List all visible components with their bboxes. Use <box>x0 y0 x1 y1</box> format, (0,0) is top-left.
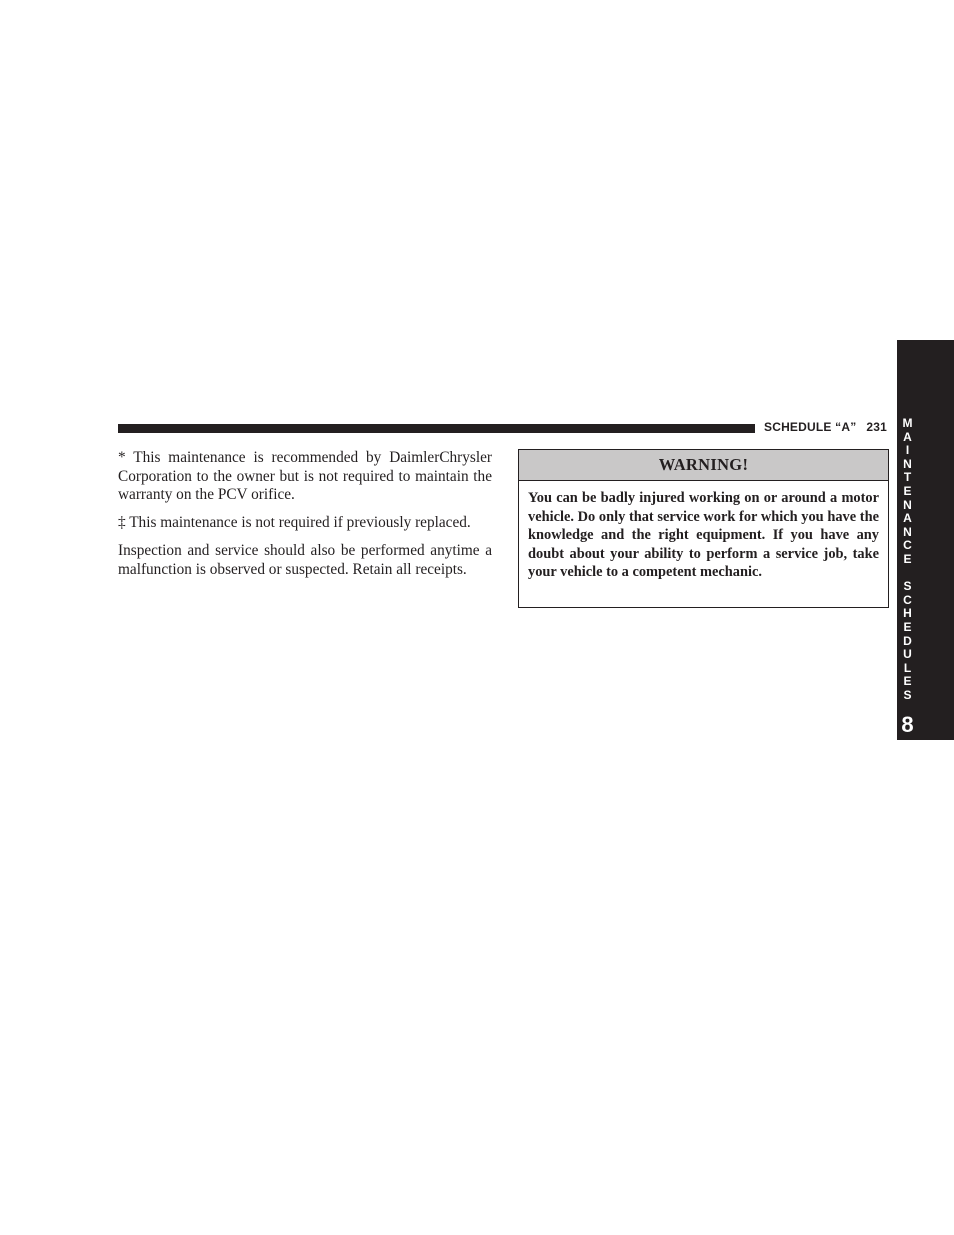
warning-body: You can be badly injured working on or around a motor vehicle. Do only that service work for which you have the knowledge and the right equipment. If you have any doubt about your ability to perform a service job, take your vehicle to a competent mechanic. <box>528 490 879 581</box>
running-header <box>764 420 887 434</box>
side-tab-letter: C <box>903 592 912 607</box>
side-tab-word-schedules <box>898 580 917 702</box>
side-tab-letter: E <box>903 674 912 689</box>
side-tab-letter: S <box>903 579 912 594</box>
side-tab-label <box>898 417 917 702</box>
page-number: 231 <box>866 420 888 434</box>
side-tab-letter: T <box>903 470 912 485</box>
warning-title: WARNING! <box>519 450 888 481</box>
side-tab-letter: I <box>905 443 910 458</box>
header-rule <box>118 424 755 433</box>
side-tab-letter: S <box>903 687 912 702</box>
side-tab-letter: E <box>903 483 912 498</box>
side-tab-letter: E <box>903 619 912 634</box>
side-tab-letter: L <box>903 660 912 675</box>
side-tab-letter: E <box>903 551 912 566</box>
side-tab-letter: A <box>903 511 912 526</box>
left-column <box>118 449 492 589</box>
side-tab-letter: U <box>903 647 912 662</box>
side-tab-word-maintenance <box>898 417 917 567</box>
section-title: SCHEDULE “A” <box>764 420 857 434</box>
side-tab-spacer <box>898 567 917 581</box>
side-tab-letter: M <box>902 416 913 430</box>
chapter-number: 8 <box>901 712 914 737</box>
side-tab-letter: N <box>903 497 912 512</box>
side-tab-letter: N <box>903 456 912 471</box>
side-tab-letter: H <box>903 606 912 621</box>
warning-box <box>518 449 889 608</box>
side-tab-letter: A <box>903 429 912 444</box>
side-tab-letter: N <box>903 524 912 539</box>
inspection-paragraph: Inspection and service should also be performed anytime a malfunction is observed or suspected. Retain all receipts. <box>118 542 492 578</box>
side-tab-letter: D <box>903 633 912 648</box>
footnote-pcv: * This maintenance is recommended by DaimlerChrysler Corporation to the owner but is not required to maintain the warranty on the PCV orifice. <box>118 449 492 504</box>
side-tab-letter: C <box>903 538 912 553</box>
footnote-replaced: ‡ This maintenance is not required if previously replaced. <box>118 514 471 532</box>
